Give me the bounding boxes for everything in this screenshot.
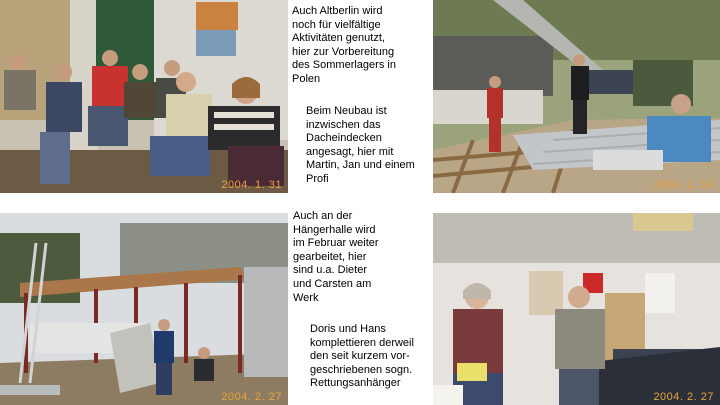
caption-rettungsanhaenger: Doris und Hans komplettieren derweil den seit kurzem vor- geschriebenen sogn. Rettungsanhänger (310, 323, 414, 390)
caption-altberlin: Auch Altberlin wird noch für vielfältige Aktivitäten genutzt, hier zur Vorbereitung des Sommerlagers in Polen (292, 5, 396, 85)
photo-trailer-hall (0, 213, 288, 405)
photo-date-stamp: 2004. 2. 14 (653, 179, 714, 191)
photo-date-stamp: 2004. 2. 27 (221, 391, 282, 403)
photo-date-stamp: 2004. 1. 31 (221, 179, 282, 191)
caption-haengerhalle: Auch an der Hängerhalle wird im Februar weiter gearbeitet, hier sind u.a. Dieter und Carsten am Werk (293, 210, 379, 304)
photo-rescue-trailer (433, 213, 720, 405)
photo-date-stamp: 2004. 2. 27 (653, 391, 714, 403)
caption-neubau: Beim Neubau ist inzwischen das Dacheindecken angesagt, hier mit Martin, Jan und einem Profi (306, 105, 415, 185)
photo-group-meeting (0, 0, 288, 193)
photo-roof-construction (433, 0, 720, 193)
